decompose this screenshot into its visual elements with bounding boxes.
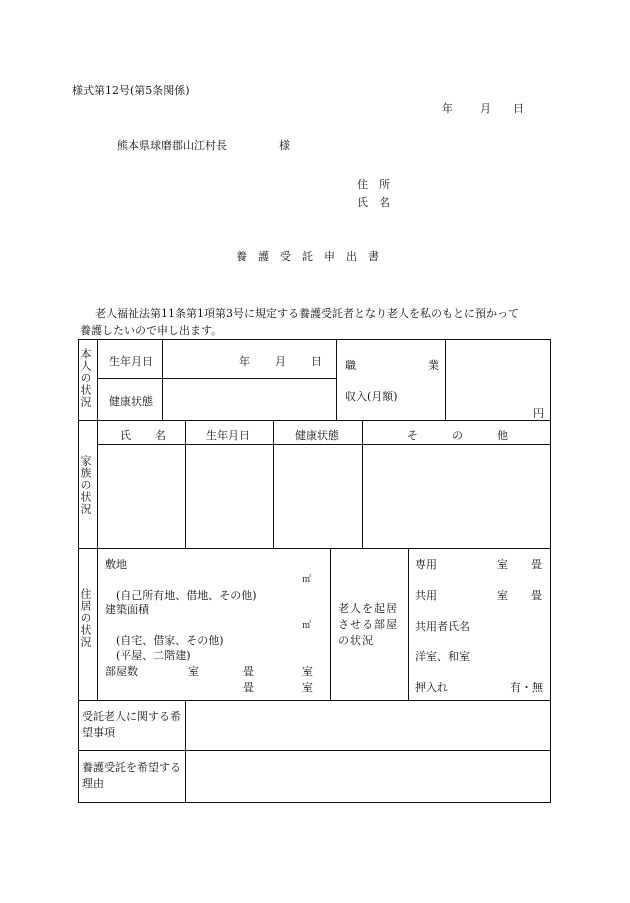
building-floors-note: (平屋、二階建): [116, 649, 191, 662]
birthdate-label: 生年月日: [109, 355, 153, 368]
room-count-unit-b: 室: [302, 681, 313, 694]
shared-user-name-label: 共用者氏名: [415, 620, 470, 633]
self-status-side-label: 本人の状況: [79, 348, 92, 408]
reason-label: 養護受託を希望する理由: [82, 761, 181, 790]
family-header-other-2: の: [452, 429, 463, 442]
family-header-birth: 生年月日: [206, 429, 250, 442]
form-number: 様式第12号(第5条関係): [72, 84, 190, 97]
room-tatami-unit-b: 畳: [243, 681, 254, 694]
site-label: 敷地: [105, 558, 127, 571]
income-label: 収入(月額): [345, 390, 398, 403]
room-count-label: 部屋数: [105, 665, 138, 678]
private-room-unit: 室: [497, 558, 508, 571]
building-area-label: 建築面積: [105, 603, 149, 616]
room-style-label: 洋室、和室: [415, 650, 470, 663]
building-type-note: (自宅、借家、その他): [116, 634, 224, 647]
document-title: 養 護 受 託 申 出 書: [236, 250, 379, 263]
intro-line-1: 老人福祉法第11条第1項第3号に規定する養護受託者となり老人を私のもとに預かって: [95, 307, 519, 320]
housing-status-side-label: 住居の状況: [79, 588, 92, 648]
birth-day-label: 日: [311, 355, 322, 368]
shared-room-unit: 室: [497, 589, 508, 602]
addressee-honorific: 様: [279, 139, 290, 152]
occupation-label-2: 業: [428, 359, 439, 372]
health-label: 健康状態: [109, 395, 153, 408]
family-header-health: 健康状態: [295, 429, 339, 442]
income-unit: 円: [533, 407, 544, 420]
family-header-other-3: 他: [497, 429, 508, 442]
wish-label: 受託老人に関する希望事項: [82, 710, 181, 739]
birth-year-label: 年: [239, 355, 250, 368]
closet-value: 有・無: [510, 681, 543, 694]
date-year-label: 年: [442, 102, 453, 115]
birth-month-label: 月: [275, 355, 286, 368]
intro-line-2: 養護したいので申し出ます。: [80, 324, 223, 337]
addressee-name: 熊本県球磨郡山江村長: [117, 139, 227, 152]
building-sqm-unit: ㎡: [302, 621, 312, 631]
date-month-label: 月: [480, 102, 491, 115]
private-tatami-unit: 畳: [531, 558, 542, 571]
occupation-label-1: 職: [345, 359, 356, 372]
shared-room-label: 共用: [415, 589, 437, 602]
family-header-other-1: そ: [407, 429, 418, 442]
site-ownership-note: (自己所有地、借地、その他): [116, 589, 257, 602]
family-header-name-2: 名: [155, 429, 166, 442]
room-count-unit: 室: [188, 665, 199, 678]
family-header-name-1: 氏: [120, 429, 131, 442]
room-tatami-unit: 畳: [243, 665, 254, 678]
elder-room-label: 老人を起居させる部屋の状況: [338, 602, 398, 647]
shared-tatami-unit: 畳: [531, 589, 542, 602]
family-status-side-label: 家族の状況: [79, 455, 92, 515]
applicant-address-label: 住 所: [357, 178, 390, 191]
room-count-unit-2: 室: [302, 665, 313, 678]
applicant-name-label: 氏 名: [357, 196, 390, 209]
site-sqm-unit: ㎡: [302, 575, 312, 585]
closet-label: 押入れ: [415, 681, 448, 694]
date-day-label: 日: [513, 102, 524, 115]
private-room-label: 専用: [415, 558, 437, 571]
